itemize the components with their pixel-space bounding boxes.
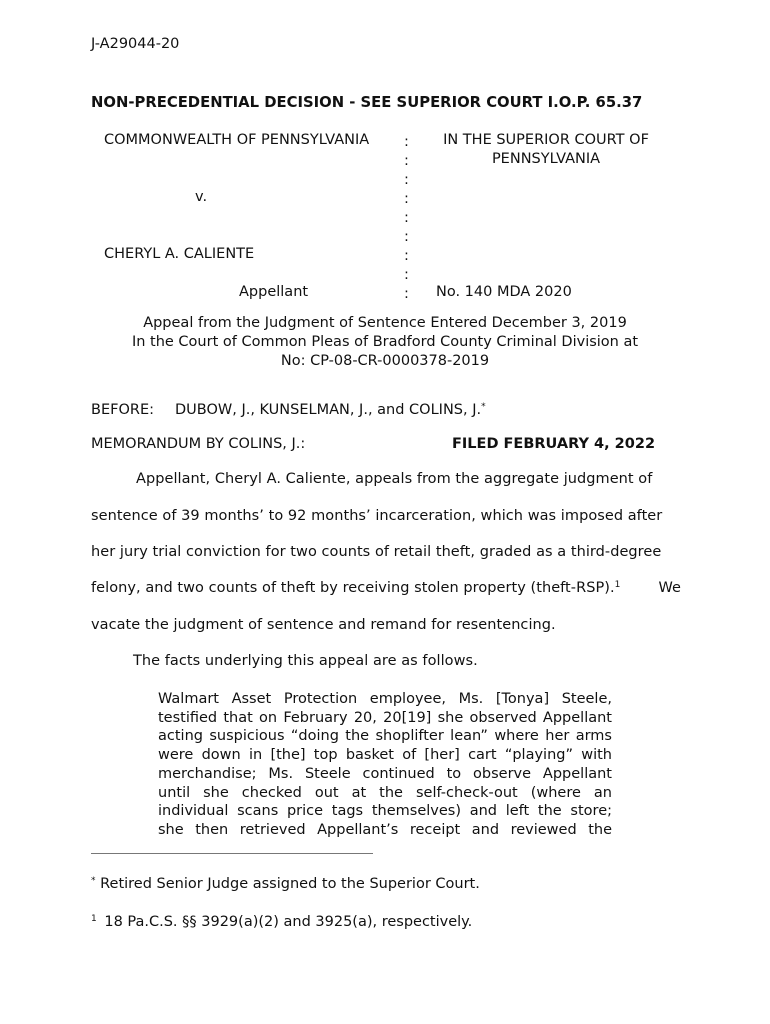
body-line-with-footnote [91, 580, 681, 596]
quote-line: testified that on February 20, 20[19] she observed Appellant [158, 709, 612, 726]
memorandum-author: MEMORANDUM BY COLINS, J.: [91, 436, 306, 452]
footnote-1-mark: 1 [91, 914, 97, 924]
quote-line: individual scans price tags themselves) and left the store; [158, 803, 612, 820]
appeal-line2: In the Court of Common Pleas of Bradford County Criminal Division at [131, 334, 639, 350]
docket-number: J-A29044-20 [91, 36, 180, 52]
caption-colon: : [404, 191, 409, 207]
caption-colon: : [404, 172, 409, 188]
judges-names: DUBOW, J., KUNSELMAN, J., and COLINS, J. [175, 402, 482, 418]
footnote-star-text: Retired Senior Judge assigned to the Superior Court. [100, 876, 480, 892]
body-line: vacate the judgment of sentence and remand for resentencing. [91, 617, 556, 633]
caption-colon: : [404, 286, 409, 302]
party-commonwealth: COMMONWEALTH OF PENNSYLVANIA [104, 132, 370, 148]
caption-colon: : [404, 210, 409, 226]
footnote-divider [91, 853, 373, 854]
quote-line: Walmart Asset Protection employee, Ms. [Tonya] Steele, [158, 691, 612, 707]
filed-date: FILED FEBRUARY 4, 2022 [452, 436, 656, 452]
quote-line: until she checked out at the self-check-out (where an [158, 784, 612, 801]
caption-colon: : [404, 153, 409, 169]
caption-colon: : [404, 229, 409, 245]
body-text: We [658, 580, 681, 596]
court-name-line2: PENNSYLVANIA [491, 151, 601, 167]
body-line: sentence of 39 months’ to 92 months’ incarceration, which was imposed after [91, 508, 663, 524]
versus-label: v. [195, 189, 208, 205]
footnote-star [91, 876, 480, 892]
footnote-ref-1: 1 [614, 580, 621, 590]
case-number: No. 140 MDA 2020 [436, 284, 572, 300]
appeal-line3: No: CP-08-CR-0000378-2019 [280, 353, 490, 369]
judge-footnote-mark: * [481, 402, 486, 412]
panel-judges [175, 402, 486, 418]
footnote-star-mark: * [91, 876, 96, 886]
body-line: The facts underlying this appeal are as follows. [133, 653, 478, 669]
appellant-role: Appellant [239, 284, 309, 300]
body-line: her jury trial conviction for two counts of retail theft, graded as a third-degree [91, 544, 662, 560]
quote-line: acting suspicious “doing the shoplifter lean” where her arms [158, 728, 612, 745]
caption-colon: : [404, 134, 409, 150]
footnote-1-text: 18 Pa.C.S. §§ 3929(a)(2) and 3925(a), respectively. [104, 914, 473, 930]
appeal-line1: Appeal from the Judgment of Sentence Entered December 3, 2019 [143, 315, 627, 331]
footnote-1 [91, 914, 472, 930]
quote-line: were down in [the] top basket of [her] cart “playing” with [158, 747, 612, 764]
block-quote [158, 690, 612, 840]
party-appellant-name: CHERYL A. CALIENTE [104, 246, 255, 262]
body-line: Appellant, Cheryl A. Caliente, appeals from the aggregate judgment of [136, 471, 653, 487]
body-text: felony, and two counts of theft by receiving stolen property (theft-RSP). [91, 580, 615, 596]
quote-line: she then retrieved Appellant’s receipt and reviewed the [158, 821, 612, 838]
non-precedential-notice: NON-PRECEDENTIAL DECISION - SEE SUPERIOR COURT I.O.P. 65.37 [91, 94, 643, 111]
caption-separator-column [404, 133, 414, 304]
court-name-line1: IN THE SUPERIOR COURT OF [443, 132, 649, 148]
quote-line: merchandise; Ms. Steele continued to observe Appellant [158, 765, 612, 782]
before-label: BEFORE: [91, 402, 154, 418]
caption-colon: : [404, 267, 409, 283]
caption-colon: : [404, 248, 409, 264]
